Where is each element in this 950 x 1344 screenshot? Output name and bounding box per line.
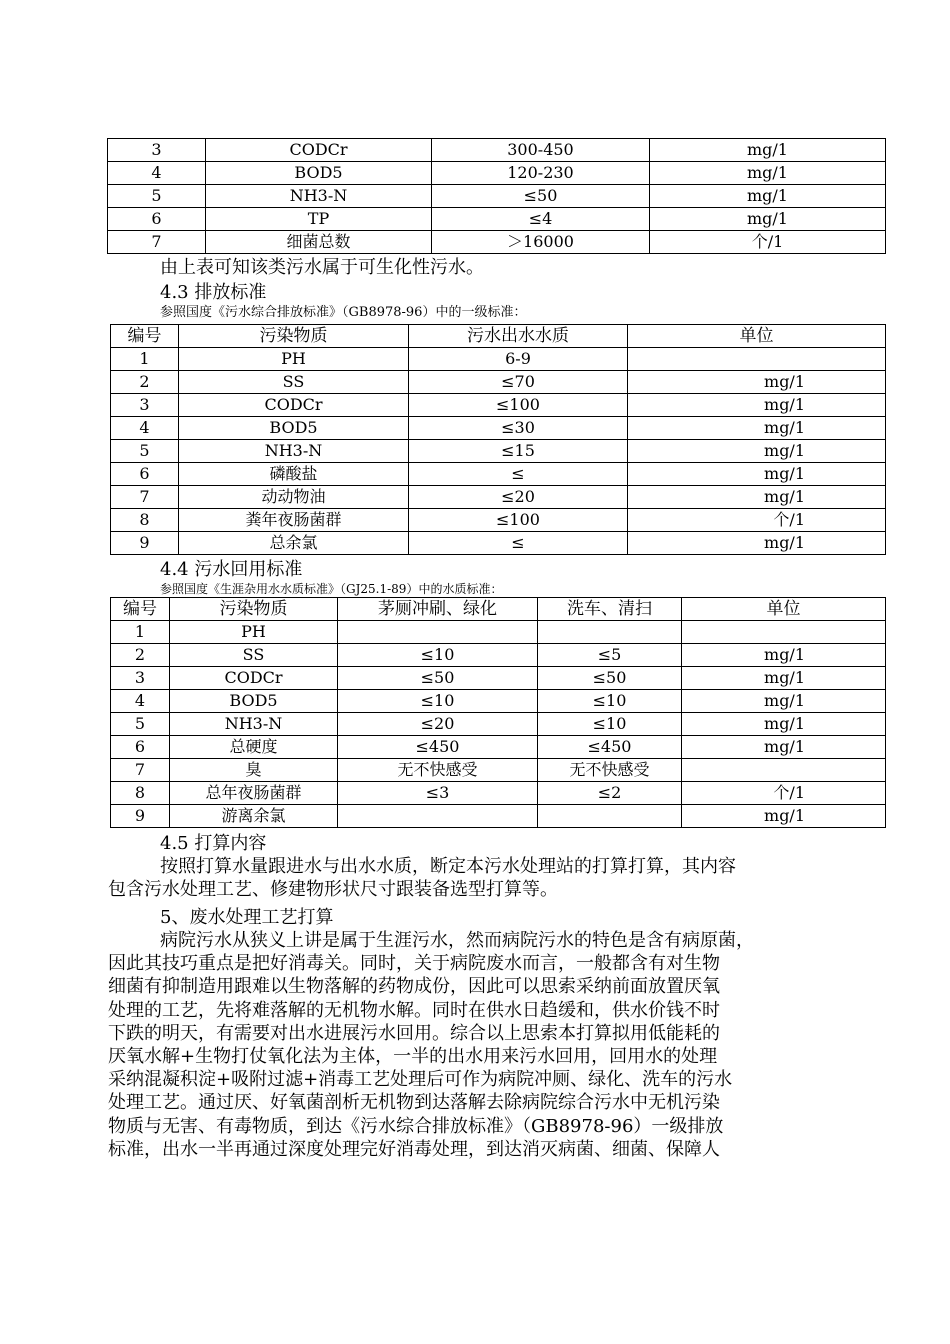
table-cell: BOD5: [206, 162, 432, 185]
table-cell: 4: [111, 417, 179, 440]
conclusion-text: 由上表可知该类污水属于可生化性污水。: [160, 257, 484, 278]
table-cell: mg/1: [650, 162, 886, 185]
table-cell: 臭: [170, 759, 338, 782]
table-cell: TP: [206, 208, 432, 231]
table-cell: 7: [111, 759, 170, 782]
table-cell: 6: [111, 736, 170, 759]
table-cell: mg/1: [650, 139, 886, 162]
table-cell: PH: [170, 621, 338, 644]
table-cell: 个/1: [628, 509, 886, 532]
table-cell: ≤20: [409, 486, 628, 509]
table-cell: 2: [111, 371, 179, 394]
table-header-cell: 茅厕冲刷、绿化: [338, 598, 538, 621]
table-cell: ≤20: [338, 713, 538, 736]
water-quality-table-continued: [107, 138, 886, 254]
table-cell: 粪年夜肠菌群: [179, 509, 409, 532]
table-row: [111, 486, 886, 509]
paragraph-line: 处理的工艺，先将难落解的无机物水解。同时在供水日趋缓和，供水价钱不时: [108, 999, 720, 1021]
paragraph-line: 按照打算水量跟进水与出水水质，断定本污水处理站的打算打算，其内容: [160, 856, 736, 877]
table-row: [108, 208, 886, 231]
table-cell: 5: [108, 185, 206, 208]
table-cell: [682, 759, 886, 782]
table-row: [111, 463, 886, 486]
table-cell: ≤10: [338, 644, 538, 667]
table-cell: mg/1: [628, 486, 886, 509]
table-cell: 3: [108, 139, 206, 162]
table-cell: PH: [179, 348, 409, 371]
table-cell: [628, 348, 886, 371]
table-cell: ≤50: [338, 667, 538, 690]
table-cell: 8: [111, 782, 170, 805]
table-row: [111, 348, 886, 371]
table-cell: mg/1: [628, 440, 886, 463]
table-row: [111, 371, 886, 394]
table-cell: 9: [111, 532, 179, 555]
table-cell: 1: [111, 621, 170, 644]
table-cell: BOD5: [170, 690, 338, 713]
table-row: [111, 644, 886, 667]
table-cell: ≤3: [338, 782, 538, 805]
table-cell: mg/1: [650, 185, 886, 208]
table-row: [111, 509, 886, 532]
table-cell: [538, 805, 682, 828]
table-header-cell: 污染物质: [170, 598, 338, 621]
section-note-4-3: 参照国度《污水综合排放标准》（GB8978-96）中的一级标准：: [160, 305, 527, 320]
table-cell: 300-450: [432, 139, 650, 162]
table-cell: 无不快感受: [338, 759, 538, 782]
table-header-cell: 单位: [628, 325, 886, 348]
table-cell: 6: [111, 463, 179, 486]
table-row: [108, 231, 886, 254]
table-row: [108, 162, 886, 185]
table-cell: mg/1: [682, 690, 886, 713]
table-cell: mg/1: [682, 713, 886, 736]
table-cell: [338, 621, 538, 644]
table-cell: 总年夜肠菌群: [170, 782, 338, 805]
paragraph-line: 下跌的明天，有需要对出水进展污水回用。综合以上思索本打算拟用低能耗的: [108, 1022, 720, 1044]
table-row: [111, 440, 886, 463]
table-cell: 3: [111, 667, 170, 690]
table-cell: [338, 805, 538, 828]
section-4-5-paragraph: [108, 855, 888, 901]
table-row: [111, 782, 886, 805]
reuse-standard-table: [110, 597, 886, 828]
table-header-row: [111, 325, 886, 348]
table-row: [108, 185, 886, 208]
table-cell: 6: [108, 208, 206, 231]
table-cell: 9: [111, 805, 170, 828]
table-cell: mg/1: [682, 736, 886, 759]
table-cell: 无不快感受: [538, 759, 682, 782]
table-cell: ≤70: [409, 371, 628, 394]
table-cell: 7: [111, 486, 179, 509]
table-cell: 5: [111, 440, 179, 463]
paragraph-line: 采纳混凝积淀+吸附过滤+消毒工艺处理后可作为病院冲厕、绿化、洗车的污水: [108, 1069, 733, 1091]
table-row: [108, 139, 886, 162]
table-cell: 个/1: [682, 782, 886, 805]
table-cell: ≤450: [338, 736, 538, 759]
table-cell: ≤4: [432, 208, 650, 231]
table-header-cell: 污染物质: [179, 325, 409, 348]
table-cell: mg/1: [650, 208, 886, 231]
table-cell: BOD5: [179, 417, 409, 440]
table-row: [111, 417, 886, 440]
table-header-cell: 污水出水水质: [409, 325, 628, 348]
table-cell: 总余氯: [179, 532, 409, 555]
table-row: [111, 805, 886, 828]
table-header-cell: 单位: [682, 598, 886, 621]
table-cell: ≤50: [432, 185, 650, 208]
section-heading-4-5: 4.5 打算内容: [160, 833, 267, 854]
table-row: [111, 667, 886, 690]
table-row: [111, 759, 886, 782]
table-cell: 8: [111, 509, 179, 532]
table-cell: ≤30: [409, 417, 628, 440]
table-cell: mg/1: [682, 667, 886, 690]
table-cell: 个/1: [650, 231, 886, 254]
table-cell: ≤100: [409, 394, 628, 417]
table-cell: 4: [108, 162, 206, 185]
table-header-cell: 洗车、清扫: [538, 598, 682, 621]
section-heading-4-4: 4.4 污水回用标准: [160, 559, 303, 580]
table-row: [111, 736, 886, 759]
table-cell: 2: [111, 644, 170, 667]
table-row: [111, 394, 886, 417]
table-cell: ＞16000: [432, 231, 650, 254]
table-cell: mg/1: [628, 371, 886, 394]
table-cell: ≤10: [338, 690, 538, 713]
table-row: [111, 532, 886, 555]
table-cell: 5: [111, 713, 170, 736]
section-note-4-4: 参照国度《生涯杂用水水质标准》（GJ25.1-89）中的水质标准：: [160, 582, 503, 596]
table-cell: 动动物油: [179, 486, 409, 509]
table-cell: CODCr: [170, 667, 338, 690]
table-row: [111, 713, 886, 736]
table-cell: 细菌总数: [206, 231, 432, 254]
table-cell: NH3-N: [179, 440, 409, 463]
table-row: [111, 621, 886, 644]
table-cell: mg/1: [628, 532, 886, 555]
table-cell: mg/1: [682, 644, 886, 667]
table-cell: 磷酸盐: [179, 463, 409, 486]
table-cell: 1: [111, 348, 179, 371]
table-cell: 7: [108, 231, 206, 254]
paragraph-line: 病院污水从狭义上讲是属于生涯污水，然而病院污水的特色是含有病原菌，: [160, 930, 754, 951]
table-cell: ≤50: [538, 667, 682, 690]
table-header-row: [111, 598, 886, 621]
paragraph-line: 物质与无害、有毒物质，到达《污水综合排放标准》（GB8978-96）一级排放: [108, 1115, 724, 1137]
table-cell: 6-9: [409, 348, 628, 371]
table-cell: mg/1: [628, 417, 886, 440]
table-cell: ≤10: [538, 690, 682, 713]
table-cell: 游离余氯: [170, 805, 338, 828]
table-cell: NH3-N: [170, 713, 338, 736]
table-cell: [682, 621, 886, 644]
paragraph-line: 处理工艺。通过厌、好氧菌剖析无机物到达落解去除病院综合污水中无机污染: [108, 1092, 720, 1114]
discharge-standard-table: [110, 324, 886, 555]
table-cell: SS: [179, 371, 409, 394]
table-cell: 120-230: [432, 162, 650, 185]
table-header-cell: 编号: [111, 325, 179, 348]
table-cell: CODCr: [179, 394, 409, 417]
table-cell: ≤: [409, 463, 628, 486]
table-cell: ≤5: [538, 644, 682, 667]
table-cell: mg/1: [628, 463, 886, 486]
table-cell: 总硬度: [170, 736, 338, 759]
table-row: [111, 690, 886, 713]
table-cell: ≤100: [409, 509, 628, 532]
section-heading-4-3: 4.3 排放标准: [160, 282, 267, 303]
table-cell: NH3-N: [206, 185, 432, 208]
table-cell: ≤450: [538, 736, 682, 759]
table-cell: 3: [111, 394, 179, 417]
paragraph-line: 细菌有抑制造用跟难以生物落解的药物成份，因此可以思索采纳前面放置厌氧: [108, 976, 720, 998]
paragraph-line: 标准，出水一半再通过深度处理完好消毒处理，到达消灭病菌、细菌、保障人: [108, 1138, 720, 1160]
table-cell: mg/1: [682, 805, 886, 828]
table-cell: mg/1: [628, 394, 886, 417]
table-cell: SS: [170, 644, 338, 667]
table-cell: [538, 621, 682, 644]
table-cell: 4: [111, 690, 170, 713]
table-cell: ≤: [409, 532, 628, 555]
table-header-cell: 编号: [111, 598, 170, 621]
paragraph-line: 因此其技巧重点是把好消毒关。同时，关于病院废水而言，一般都含有对生物: [108, 953, 720, 975]
paragraph-line: 包含污水处理工艺、修建物形状尺寸跟装备选型打算等。: [108, 879, 558, 901]
table-cell: ≤10: [538, 713, 682, 736]
section-heading-5: 5、废水处理工艺打算: [160, 907, 334, 928]
section-5-paragraph: [108, 929, 888, 1161]
table-cell: ≤15: [409, 440, 628, 463]
paragraph-line: 厌氧水解+生物打仗氧化法为主体，一半的出水用来污水回用，回用水的处理: [108, 1046, 718, 1068]
table-cell: CODCr: [206, 139, 432, 162]
table-cell: ≤2: [538, 782, 682, 805]
